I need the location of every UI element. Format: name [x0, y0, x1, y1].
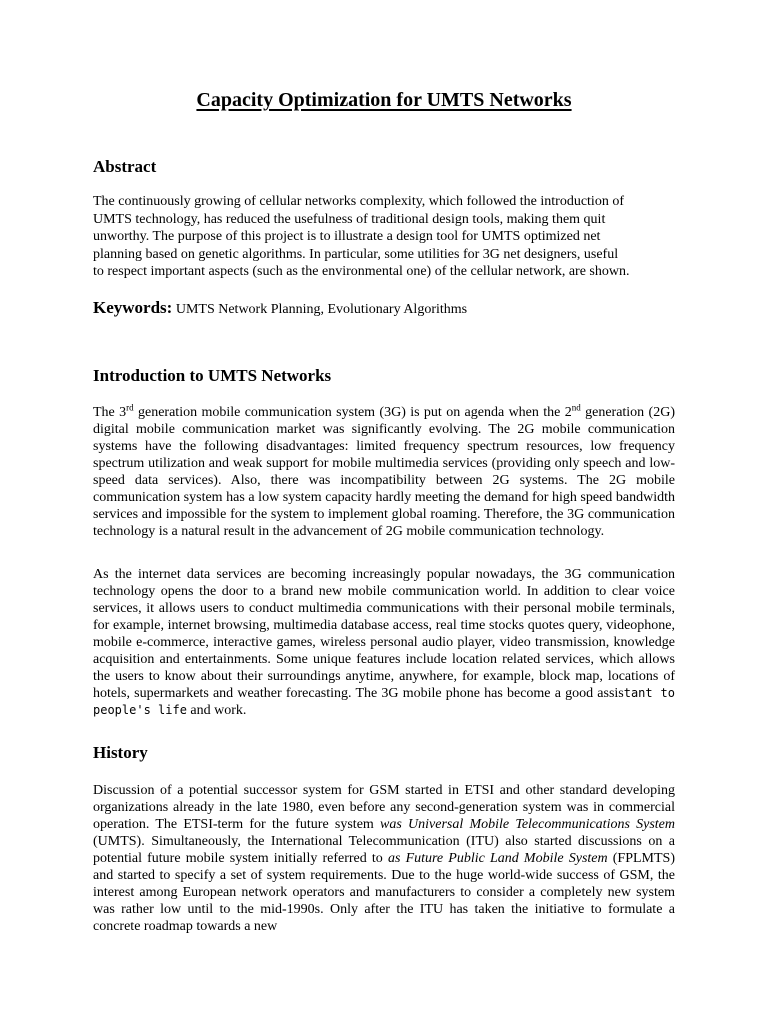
abstract-line: UMTS technology, has reduced the usefulness of traditional design tools, making them quit — [93, 211, 606, 227]
abstract-line: planning based on genetic algorithms. In particular, some utilities for 3G net designers, useful — [93, 246, 619, 262]
history-p1-italic: as Future Public Land Mobile System — [387, 851, 608, 866]
abstract-paragraph — [93, 193, 675, 281]
abstract-line: unworthy. The purpose of this project is to illustrate a design tool for UMTS optimized net — [93, 229, 601, 244]
ordinal-superscript: nd — [571, 402, 581, 413]
abstract-heading: Abstract — [93, 157, 157, 176]
intro-p1-text: The 3 — [93, 405, 127, 420]
abstract-line: The continuously growing of cellular networks complexity, which followed the introduction of — [93, 194, 624, 209]
history-p1-text: Discussion of a potential successor system for GSM started in ETSI and other standard developing organizations already in the late 1980, even before any second-generation system was in commercial operation. The ETSI-term for the future system — [93, 783, 675, 832]
keywords-label: Keywords: — [93, 298, 173, 317]
introduction-paragraph-1 — [93, 404, 675, 540]
history-p1-text: (UMTS). Simultaneously, the International Telecommunication (ITU) also started discussions on a potential future mobile system initially referred to — [93, 834, 675, 866]
history-p1-italic: was Universal Mobile Telecommunications System — [380, 817, 675, 832]
intro-p2-mono-text: tant to people's life — [93, 686, 675, 717]
intro-p1-text: generation mobile communication system (3G) is put on agenda when the 2 — [133, 405, 572, 420]
abstract-line: to respect important aspects (such as the environmental one) of the cellular network, are shown. — [93, 264, 630, 279]
page-title: Capacity Optimization for UMTS Networks — [196, 89, 572, 111]
keywords-text: UMTS Network Planning, Evolutionary Algorithms — [172, 302, 468, 317]
history-p1-text: (FPLMTS) and started to specify a set of system requirements. Due to the huge world-wide success of GSM, the interest among European network operators and manufacturers to consider a completely new system was rather low until to the mid-1990s. Only after the ITU has taken the initiative to formulate a concrete roadmap towards a new — [93, 851, 675, 934]
introduction-paragraph-2 — [93, 566, 675, 719]
keywords — [93, 298, 675, 320]
history-heading: History — [93, 743, 148, 762]
intro-p2-text: and work. — [186, 703, 247, 718]
intro-p2-text: As the internet data services are becoming increasingly popular nowadays, the 3G communication technology opens the door to a brand new mobile communication world. In addition to clear voice services, it allows users to conduct multimedia communications with their personal mobile terminals, for example, internet browsing, multimedia database access, real time stocks quotes query, videophone, mobile e-commerce, interactive games, wireless personal audio player, video transmission, knowledge acquisition and entertainments. Some unique features include location related services, which allows the users to know about their surroundings anytime, anywhere, for example, block map, locations of hotels, supermarkets and weather forecasting. The 3G mobile phone has become a good assis — [93, 567, 675, 701]
history-paragraph-1 — [93, 782, 675, 935]
introduction-heading: Introduction to UMTS Networks — [93, 366, 332, 385]
intro-p1-text: generation (2G) digital mobile communication market was significantly evolving. The 2G mobile communication systems have the following disadvantages: limited frequency spectrum resources, low frequency spectrum utilization and weak support for mobile multimedia services (providing only speech and low-speed data services). Also, there was incompatibility between 2G systems. The 2G mobile communication system has a low system capacity hardly meeting the demand for high speed bandwidth services and impossible for the system to implement global roaming. Therefore, the 3G communication technology is a natural result in the advancement of 2G mobile communication technology. — [93, 405, 675, 539]
ordinal-superscript: rd — [126, 402, 134, 413]
